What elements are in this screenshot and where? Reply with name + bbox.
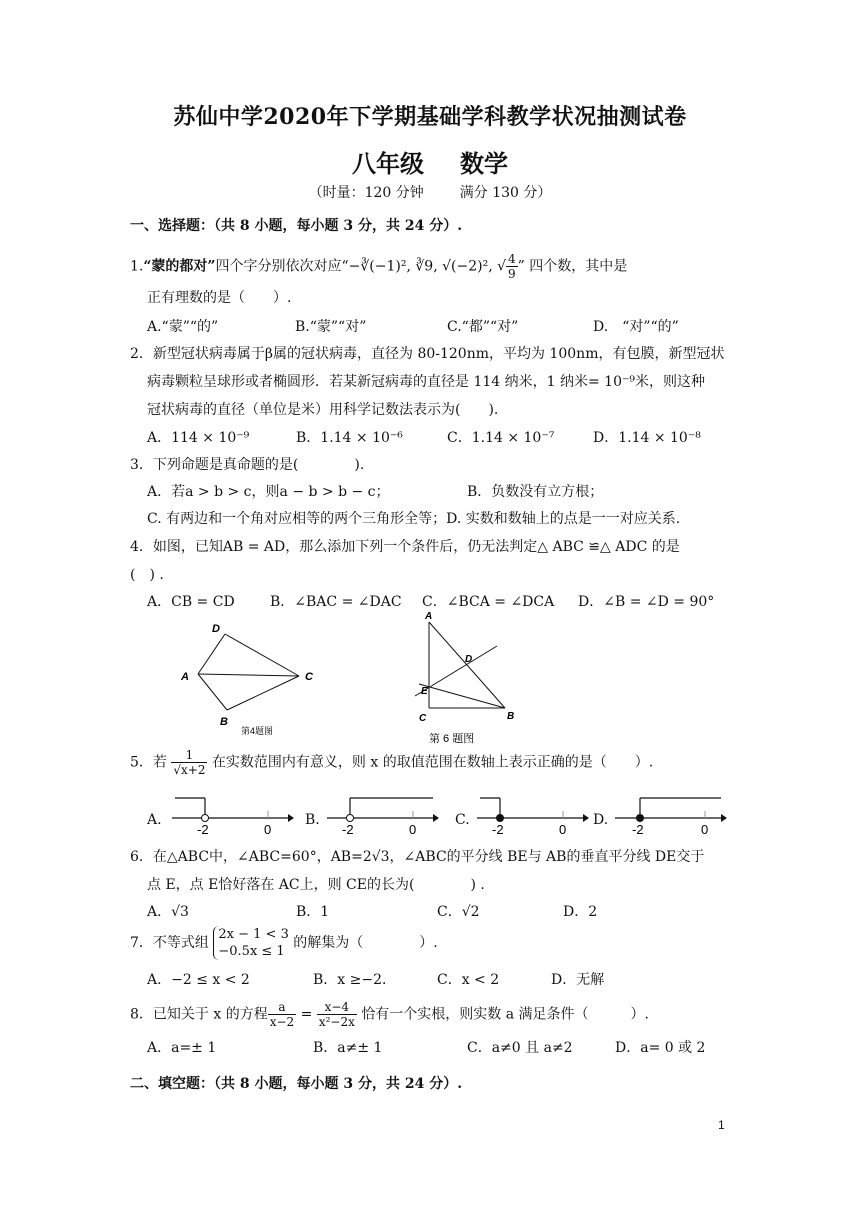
q1-fraction: $\frac{4}{9}$ [508,252,516,281]
q6-option-b: B．1 [296,904,330,920]
figure-4-quadrilateral [175,618,325,738]
question-6-line-1: 6．在△ABC中，∠ABC=60°，AB=2√3，∠ABC的平分线 BE与 AB的垂直平分线 DE交于 [130,849,705,865]
q2-option-d: D．1.14 × 10⁻⁸ [593,430,701,446]
question-8: 8．已知关于 x 的方程 $\frac{a}{x-2}$ = $\frac{x-4}{\text{x²−2x}}$ 恰有一个实根，则实数 a 满足条件（ ）. [130,1000,650,1029]
exam-title: 苏仙中学2020年下学期基础学科教学状况抽测试卷 [173,104,687,130]
fig6-label-a: A [425,611,433,622]
q7-option-d: D．无解 [551,972,605,988]
full-score: 满分 130 分） [459,185,552,201]
svg-text:-2: -2 [632,822,644,837]
q2-option-a: A．114 × 10⁻⁹ [147,430,250,446]
q5-option-a-label: A. [147,812,162,828]
question-5: 5．若 $\frac{1}{√x+2}$ 在实数范围内有意义，则 x 的取值范围在数轴上表示正确的是（ ）. [130,748,654,777]
q3-option-a: A．若a > b > c，则a − b > b − c； [147,484,390,500]
q4-option-d: D．∠B = ∠D = 90° [578,594,715,610]
q7-option-a: A．−2 ≤ x < 2 [147,972,250,988]
figure-6-triangle [405,608,525,748]
q2-option-b: B．1.14 × 10⁻⁶ [296,430,403,446]
q8-option-c: C．a≠0 且 a≠2 [467,1040,573,1056]
q8-fraction-left: $\frac{a}{x-2}$ [269,1000,295,1029]
section-2-heading: 二、填空题：（共 8 小题，每小题 3 分，共 24 分）. [130,1076,463,1092]
q7-option-b: B．x ≥−2． [313,972,397,988]
q8-option-b: B．a≠± 1 [313,1040,383,1056]
q3-options-c-d: C. 有两边和一个角对应相等的两个三角形全等；D. 实数和数轴上的点是一一对应关系. [147,511,681,527]
section-1-heading: 一、选择题：（共 8 小题，每小题 3 分，共 24 分）. [130,218,463,234]
q5-option-d-label: D. [593,812,609,828]
q6-option-d: D．2 [563,904,598,920]
svg-text:0: 0 [264,822,272,837]
q6-option-c: C．√2 [437,904,480,920]
fig6-label-d: D [465,654,473,665]
exam-subtitle [0,144,860,179]
fig4-label-a: A [181,671,189,683]
question-2-line-2: 病毒颗粒呈球形或者椭圆形．若某新冠病毒的直径是 114 纳米，1 纳米= 10⁻⁹米，则这种 [147,374,705,390]
fig6-label-b: B [507,711,515,722]
q5-number-line-b [325,796,440,838]
q1-option-b: B.“蒙”“对” [295,319,367,335]
q4-option-b: B．∠BAC = ∠DAC [270,594,402,610]
question-1-line-2: 正有理数的是（ ）. [147,290,292,306]
exam-time-info [0,182,860,202]
subject-label: 数学 [460,149,508,178]
question-4-line-2: ( ) . [130,567,164,583]
svg-text:-2: -2 [342,822,354,837]
svg-text:0: 0 [409,822,417,837]
fig4-caption: 第4题图 [241,726,274,736]
q4-option-c: C．∠BCA = ∠DCA [422,594,555,610]
q6-option-a: A．√3 [147,904,189,920]
q5-fraction: $\frac{1}{√x+2}$ [173,748,206,777]
grade-label: 八年级 [352,149,424,178]
q8-option-a: A．a=± 1 [147,1040,217,1056]
fig4-label-b: B [220,716,228,728]
q5-number-line-c [475,796,590,838]
q8-fraction-right: $\frac{x-4}{\text{x²−2x}}$ [318,1000,355,1029]
fig4-label-d: D [212,623,220,635]
question-2-line-1: 2．新型冠状病毒属于β属的冠状病毒，直径为 80-120nm，平均为 100nm，有包膜，新型冠状 [130,346,725,362]
time-limit: （时量：120 分钟 [308,185,424,201]
q7-inequality-system: 2x − 1 < 3 −0.5x ≤ 1 [213,926,288,960]
q1-option-c: C.“都”“对” [447,319,519,335]
fig6-label-e: E [421,686,428,697]
fig6-caption: 第 6 题图 [429,733,475,745]
svg-text:0: 0 [701,822,709,837]
fig6-label-c: C [419,713,427,724]
q5-number-line-a [170,796,295,838]
q5-option-c-label: C. [455,812,470,828]
q5-option-b-label: B. [305,812,320,828]
q1-expression: −∛(−1)², ∛9, √(−2)², [348,258,493,275]
q2-option-c: C．1.14 × 10⁻⁷ [447,430,555,446]
question-1-line-1: 1.“蒙的都对”四个字分别依次对应“−∛(−1)², ∛9, √(−2)², √ $\frac{4}{9}$ ” 四个数，其中是 [130,252,628,281]
question-4-line-1: 4．如图，已知AB = AD，那么添加下列一个条件后，仍无法判定△ ABC ≌△ ADC 的是 [130,539,680,555]
svg-text:0: 0 [559,822,567,837]
question-6-line-2: 点 E，点 E恰好落在 AC上，则 CE的长为( ) . [147,877,485,893]
q7-option-c: C．x < 2 [437,972,500,988]
question-3-line-1: 3．下列命题是真命题的是( ). [130,457,365,473]
fig4-label-c: C [305,671,313,683]
svg-text:-2: -2 [492,822,504,837]
question-7: 7．不等式组 2x − 1 < 3 −0.5x ≤ 1 的解集为（ ）. [130,927,438,959]
q8-option-d: D．a= 0 或 2 [615,1040,706,1056]
q1-option-d: D. “对”“的” [593,319,679,335]
q3-option-b: B．负数没有立方根； [467,484,604,500]
q1-quote: “蒙的都对” [143,258,216,275]
q1-option-a: A.“蒙”“的” [147,319,219,335]
q4-option-a: A．CB = CD [147,594,235,610]
question-2-line-3: 冠状病毒的直径（单位是米）用科学记数法表示为( ). [147,402,499,418]
q5-number-line-d [613,796,728,838]
page-number: 1 [718,1118,725,1132]
svg-text:-2: -2 [197,822,209,837]
